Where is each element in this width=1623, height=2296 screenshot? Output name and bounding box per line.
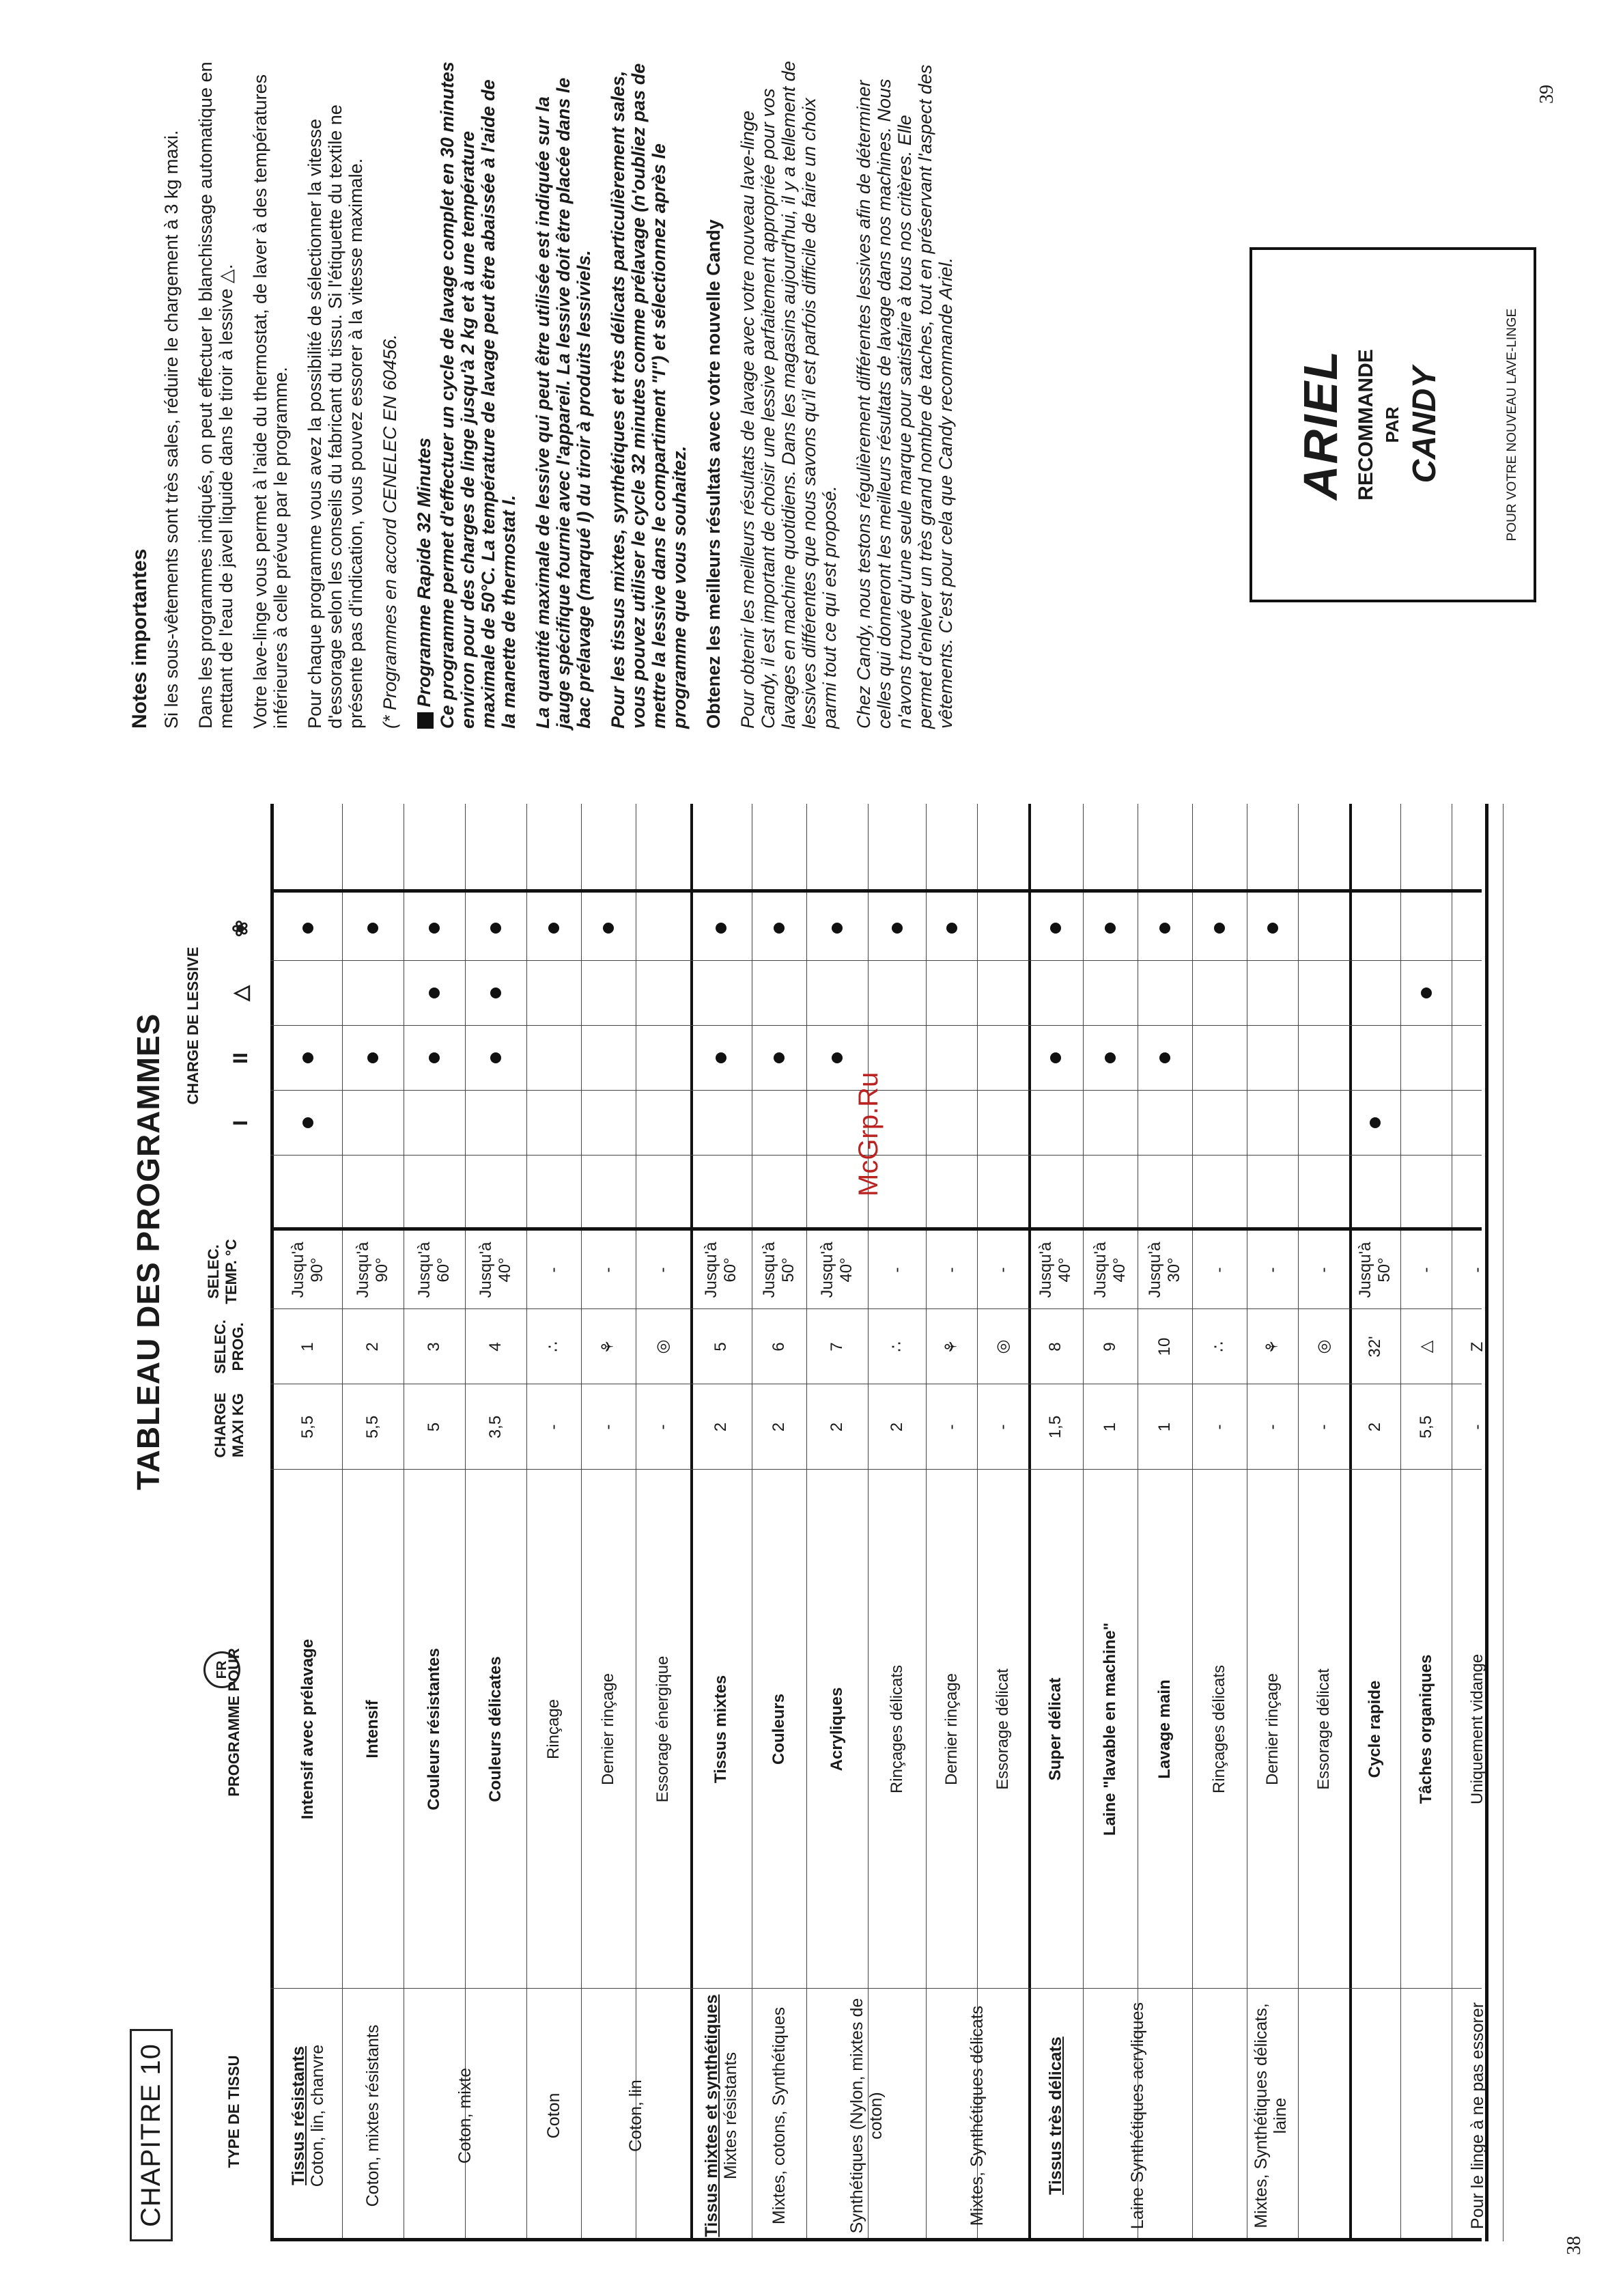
table-cell: 1 [1101, 1422, 1119, 1432]
table-border-right [270, 889, 1482, 893]
dose-marker [1138, 896, 1192, 961]
fabric-group [526, 1993, 581, 2239]
table-cell: 2 [828, 1422, 846, 1432]
table-cell: Rinçages délicats [887, 1664, 906, 1794]
fabric-group-sub: Laine Synthétiques acryliques [1128, 2002, 1147, 2230]
language-badge: FR [203, 1651, 240, 1688]
table-cell: - [1262, 1424, 1282, 1430]
dot-icon [429, 1053, 440, 1064]
dot-icon [603, 923, 614, 934]
rapid-programme-title: Programme Rapide 32 Minutes [414, 437, 434, 708]
header-type: TYPE DE TISSU [225, 2055, 242, 2168]
table-cell: Tâches organiques [1416, 1654, 1435, 1804]
table-cell: ∴ [544, 1341, 563, 1352]
dose-marker [1083, 1026, 1138, 1091]
dot-icon [716, 923, 726, 934]
table-cell: 5,5 [363, 1415, 382, 1439]
note-paragraph: Pour les tissus mixtes, synthétiques et très délicats particulièrement sales, vous pouvez utiliser le cycle 32 minutes comme prélavage (n'oubliez pas de mettre la lessive dans le compartiment "I") et sélectionnez après le programme que vous souhaitez. [608, 63, 690, 729]
table-cell: Jusqu'à 50° [1355, 1242, 1394, 1298]
table-divider [270, 960, 1482, 961]
table-cell: 3,5 [486, 1415, 505, 1439]
dot-icon [716, 1053, 726, 1064]
dose-marker [690, 896, 752, 961]
table-cell: 2 [363, 1342, 382, 1352]
table-cell: △ [1416, 1340, 1435, 1354]
table-cell: Rinçages délicats [1210, 1664, 1228, 1794]
table-cell: - [1416, 1267, 1435, 1273]
dot-icon [774, 1053, 785, 1064]
fabric-group [690, 1993, 752, 2239]
dose-marker [526, 896, 581, 961]
table-cell: Dernier rinçage [942, 1672, 961, 1786]
dose-marker [404, 961, 465, 1026]
dose-marker [1083, 896, 1138, 961]
dot-icon [367, 1053, 378, 1064]
table-cell: 7 [828, 1342, 846, 1352]
ad-line: PAR [1382, 406, 1402, 443]
table-cell: - [1262, 1267, 1282, 1273]
note-paragraph: La quantité maximale de lessive qui peut être utilisée est indiquée sur la jauge spécifique fournie avec l'appareil. La lessive doit être placée dans le bac prélavage (marqué I) du tiroir à produits lessiviels. [533, 77, 594, 729]
dose-marker [1028, 1026, 1083, 1091]
dose-marker [274, 896, 342, 961]
table-cell: - [942, 1424, 961, 1430]
table-cell: 2 [1365, 1422, 1384, 1432]
table-cell: Jusqu'à 40° [1036, 1242, 1074, 1298]
table-cell: - [993, 1267, 1012, 1273]
fabric-group-title: Tissus mixtes et synthétiques [702, 1994, 721, 2237]
table-cell: Lavage main [1155, 1679, 1174, 1779]
table-cell: - [544, 1267, 563, 1273]
table-cell: Z [1467, 1341, 1486, 1352]
programme-table [184, 804, 1487, 2241]
fabric-group-sub: Mixtes, cotons, Synthétiques [770, 2006, 789, 2225]
dose-marker [342, 896, 404, 961]
table-cell: 5,5 [1416, 1415, 1435, 1439]
table-cell: Uniquement vidange [1467, 1653, 1486, 1805]
table-cell: 6 [770, 1342, 788, 1352]
fabric-group-sub: Coton [544, 2092, 563, 2139]
dot-icon [946, 923, 957, 934]
chapter-label: CHAPITRE 10 [130, 2029, 173, 2241]
dot-icon [1370, 1118, 1381, 1129]
table-cell: 5 [425, 1422, 443, 1432]
table-cell: Laine "lavable en machine" [1101, 1622, 1119, 1836]
square-icon [417, 712, 434, 729]
dose-marker [1028, 896, 1083, 961]
note-paragraph: Pour obtenir les meilleurs résultats de lavage avec votre nouveau lave-linge Candy, il est important de choisir une lessive parfaitement appropriée pour vos lavages en machine quotidiens. Dans les magasins aujourd'hui, il y a tellement de lessives différentes que nous savons qu'il est parfois difficile de faire un choix parmi tout ce qui est proposé. [737, 61, 840, 729]
table-cell: Dernier rinçage [599, 1672, 617, 1786]
note-paragraph: Pour chaque programme vous avez la possibilité de sélectionner la vitesse d'essorage selon les conseils du fabricant du tissu. Si l'étiquette du textile ne présente pas d'indication, vous pouvez essorer à la vitesse maximale. [305, 104, 366, 729]
table-cell: - [653, 1424, 672, 1430]
table-cell: 8 [1046, 1342, 1064, 1352]
table-cell: Jusqu'à 90° [289, 1242, 326, 1298]
fabric-group [404, 1993, 526, 2239]
table-cell: Jusqu'à 30° [1146, 1242, 1183, 1298]
fabric-group-title: Tissus résistants [289, 2046, 308, 2185]
table-cell: 1 [298, 1342, 317, 1352]
table-cell: 10 [1155, 1337, 1174, 1356]
dot-icon [774, 923, 785, 934]
table-cell: 2 [770, 1422, 788, 1432]
dot-icon [1421, 988, 1432, 999]
table-cell: Acryliques [828, 1687, 846, 1772]
header-lessive-i: I [229, 1120, 252, 1126]
page-number-right: 39 [1536, 85, 1557, 104]
dose-marker [465, 896, 526, 961]
dot-icon [490, 988, 501, 999]
table-cell: - [1210, 1424, 1228, 1430]
table-cell: - [653, 1267, 672, 1273]
table-cell: Intensif avec prélavage [298, 1638, 317, 1820]
ad-footer: POUR VOTRE NOUVEAU LAVE-LINGE [1505, 308, 1519, 542]
note-paragraph: Dans les programmes indiqués, on peut effectuer le blanchissage automatique en mettant de l'eau de javel liquide dans le tiroir à lessive △. [195, 61, 236, 729]
dose-marker [465, 1026, 526, 1091]
table-cell: Couleurs résistantes [425, 1648, 443, 1810]
dot-icon [1159, 923, 1170, 934]
dot-icon [832, 1053, 843, 1064]
dose-marker [342, 1026, 404, 1091]
dose-marker [581, 896, 636, 961]
fabric-group [1452, 1993, 1503, 2239]
table-cell: Jusqu'à 60° [415, 1242, 453, 1298]
table-cell: 1 [1155, 1422, 1174, 1432]
table-cell: Jusqu'à 60° [702, 1242, 739, 1298]
table-divider [270, 1308, 1482, 1309]
fabric-group [926, 1993, 1028, 2239]
note-paragraph: Si les sous-vêtements sont très sales, réduire le chargement à 3 kg maxi. [161, 130, 182, 729]
dose-marker [465, 961, 526, 1026]
fabric-group-sub: Pour le linge à ne pas essorer [1467, 2002, 1487, 2230]
dose-marker [1349, 1091, 1400, 1156]
fabric-group [1083, 1993, 1192, 2239]
table-cell: - [1467, 1424, 1486, 1430]
table-cell: Essorage énergique [653, 1655, 672, 1803]
notes-subheading: Obtenez les meilleurs résultats avec votre nouvelle Candy [703, 219, 724, 729]
table-border-left [270, 2238, 1482, 2241]
header-lessive: CHARGE DE LESSIVE [184, 947, 201, 1105]
table-cell: 5,5 [298, 1415, 317, 1439]
table-cell: ∴ [1210, 1341, 1228, 1352]
table-divider [270, 1025, 1482, 1026]
fabric-group-sub: Coton, lin [626, 2080, 645, 2152]
fabric-group-sub: Mixtes, Synthétiques délicats, laine [1252, 2003, 1290, 2228]
table-cell: Jusqu'à 40° [818, 1242, 856, 1298]
notes-heading: Notes importantes [128, 548, 151, 729]
dose-marker [690, 1026, 752, 1091]
table-cell: ◎ [993, 1339, 1012, 1354]
dose-marker [404, 1026, 465, 1091]
dot-icon [892, 923, 903, 934]
ariel-logo: ARIEL [1294, 350, 1347, 500]
dose-marker [1138, 1026, 1192, 1091]
table-cell: 32' [1365, 1336, 1384, 1358]
table-cell: ∴ [887, 1341, 906, 1352]
table-cell: Rinçage [544, 1698, 563, 1760]
fabric-group-sub: Mixtes, Synthétiques délicats [968, 2005, 987, 2226]
dose-marker [274, 1026, 342, 1091]
table-cell: 9 [1101, 1342, 1119, 1352]
header-lessive-triangle: △ [229, 985, 252, 1002]
table-cell: Jusqu'à 40° [477, 1242, 514, 1298]
table-divider [270, 1988, 1482, 1989]
fabric-group [274, 1993, 342, 2239]
table-cell: Super délicat [1046, 1677, 1064, 1781]
table-cell: - [1314, 1424, 1333, 1430]
table-cell: Tissus mixtes [711, 1675, 730, 1784]
fabric-group [806, 1993, 926, 2239]
dose-marker [926, 896, 977, 961]
dose-marker [752, 896, 806, 961]
dose-marker [404, 896, 465, 961]
dot-icon [548, 923, 559, 934]
dot-icon [429, 923, 440, 934]
fabric-group-sub: Synthétiques (Nylon, mixtes de coton) [847, 1998, 886, 2234]
table-cell: Jusqu'à 40° [1091, 1242, 1129, 1298]
fabric-group-title: Tissus très délicats [1046, 2036, 1065, 2195]
table-row [1349, 804, 1401, 2241]
table-cell: 2 [887, 1422, 906, 1432]
table-divider [270, 1227, 1482, 1231]
header-charge: CHARGE MAXI KG [212, 1392, 246, 1458]
watermark: McGrp.Ru [853, 1072, 884, 1196]
fabric-group [1028, 1993, 1083, 2239]
table-cell: 2 [711, 1422, 730, 1432]
dot-icon [490, 923, 501, 934]
table-cell: Dernier rinçage [1262, 1672, 1282, 1786]
header-programme: PROGRAMME POUR [225, 1648, 242, 1797]
table-cell: 3 [425, 1342, 443, 1352]
fabric-group [1192, 1993, 1349, 2239]
note-footnote: (* Programmes en accord CENELEC EN 60456. [380, 334, 400, 729]
fabric-group [581, 1993, 690, 2239]
table-cell: Couleurs [770, 1694, 788, 1765]
notes-section [130, 59, 970, 729]
table-cell: Intensif [363, 1700, 382, 1759]
table-body [270, 804, 1488, 2241]
table-cell: - [1314, 1267, 1333, 1273]
table-cell: - [993, 1424, 1012, 1430]
table-row [1400, 804, 1452, 2241]
dot-icon [832, 923, 843, 934]
table-cell: - [942, 1267, 961, 1273]
table-cell: Essorage délicat [1314, 1668, 1333, 1790]
table-cell: - [887, 1267, 906, 1273]
table-cell: ⚘ [1262, 1339, 1282, 1354]
dot-icon [1050, 1053, 1061, 1064]
table-cell: - [599, 1267, 617, 1273]
table-cell: - [544, 1424, 563, 1430]
ad-line: RECOMMANDE [1355, 349, 1377, 501]
fabric-group-sub: Coton, mixte [455, 2067, 475, 2164]
header-prog: SELEC. PROG. [212, 1319, 246, 1374]
header-temp: SELEC. TEMP. °C [205, 1239, 240, 1304]
table-cell: ⚘ [599, 1339, 617, 1354]
table-cell: ◎ [1314, 1339, 1333, 1354]
dot-icon [302, 923, 313, 934]
table-cell: Cycle rapide [1365, 1680, 1384, 1778]
table-cell: Essorage délicat [993, 1668, 1012, 1790]
dose-marker [1192, 896, 1247, 961]
dot-icon [302, 1118, 313, 1129]
dot-icon [1105, 923, 1116, 934]
table-cell: - [1467, 1267, 1486, 1273]
note-paragraph: Chez Candy, nous testons régulièrement différentes lessives afin de déterminer celles qui donneront les meilleurs résultats de lavage dans nos machines. Nous n'avons trouvé qu'une seule marque pour satisfaire à tous nos critères. Elle permet d'enlever un très grand nombre de taches, tout en préservant l'aspect des vêtements. C'est pour cela que Candy recommande Ariel. [853, 64, 956, 729]
table-cell: - [1210, 1267, 1228, 1273]
table-cell: ⚘ [942, 1339, 961, 1354]
header-lessive-flower: ❀ [229, 919, 252, 938]
dose-marker [752, 1026, 806, 1091]
dose-marker [1400, 961, 1452, 1026]
table-cell: Couleurs délicates [486, 1656, 505, 1802]
dot-icon [429, 988, 440, 999]
ariel-advert [1250, 247, 1536, 602]
fabric-group-sub: Coton, lin, chanvre [308, 2044, 327, 2187]
dose-marker [868, 896, 926, 961]
fabric-group [752, 1993, 806, 2239]
dose-marker [274, 1091, 342, 1156]
header-lessive-ii: II [229, 1052, 252, 1064]
dot-icon [1105, 1053, 1116, 1064]
dot-icon [1214, 923, 1225, 934]
candy-logo: CANDY [1407, 366, 1443, 484]
dot-icon [490, 1053, 501, 1064]
table-cell: Jusqu'à 90° [354, 1242, 391, 1298]
fabric-group-sub: Coton, mixtes résistants [363, 2024, 382, 2207]
note-paragraph: Ce programme permet d'effectuer un cycle de lavage complet en 30 minutes environ pour des charges de linge jusqu'à 2 kg et à une température maximale de 50°C. La température de lavage peut être abaissée à l'aide de la manette de thermostat I. [437, 61, 519, 729]
fabric-group [342, 1993, 404, 2239]
table-cell: ◎ [653, 1339, 672, 1354]
dot-icon [1159, 1053, 1170, 1064]
dot-icon [1050, 923, 1061, 934]
table-cell: 1,5 [1046, 1415, 1064, 1439]
note-paragraph: Votre lave-linge vous permet à l'aide du thermostat, de laver à des températures inférieures à celle prévue par le programme. [250, 74, 291, 729]
table-cell: 5 [711, 1342, 730, 1352]
dot-icon [302, 1053, 313, 1064]
fabric-group-sub: Mixtes résistants [721, 2052, 740, 2180]
table-cell: 4 [486, 1342, 505, 1352]
dot-icon [367, 923, 378, 934]
table-divider [270, 1469, 1482, 1470]
dose-marker [1247, 896, 1298, 961]
page-title: TABLEAU DES PROGRAMMES [130, 1013, 166, 1490]
dot-icon [1267, 923, 1278, 934]
page-number-left: 38 [1564, 2236, 1585, 2255]
table-cell: - [599, 1424, 617, 1430]
dose-marker [806, 896, 868, 961]
table-cell: Jusqu'à 50° [760, 1242, 798, 1298]
